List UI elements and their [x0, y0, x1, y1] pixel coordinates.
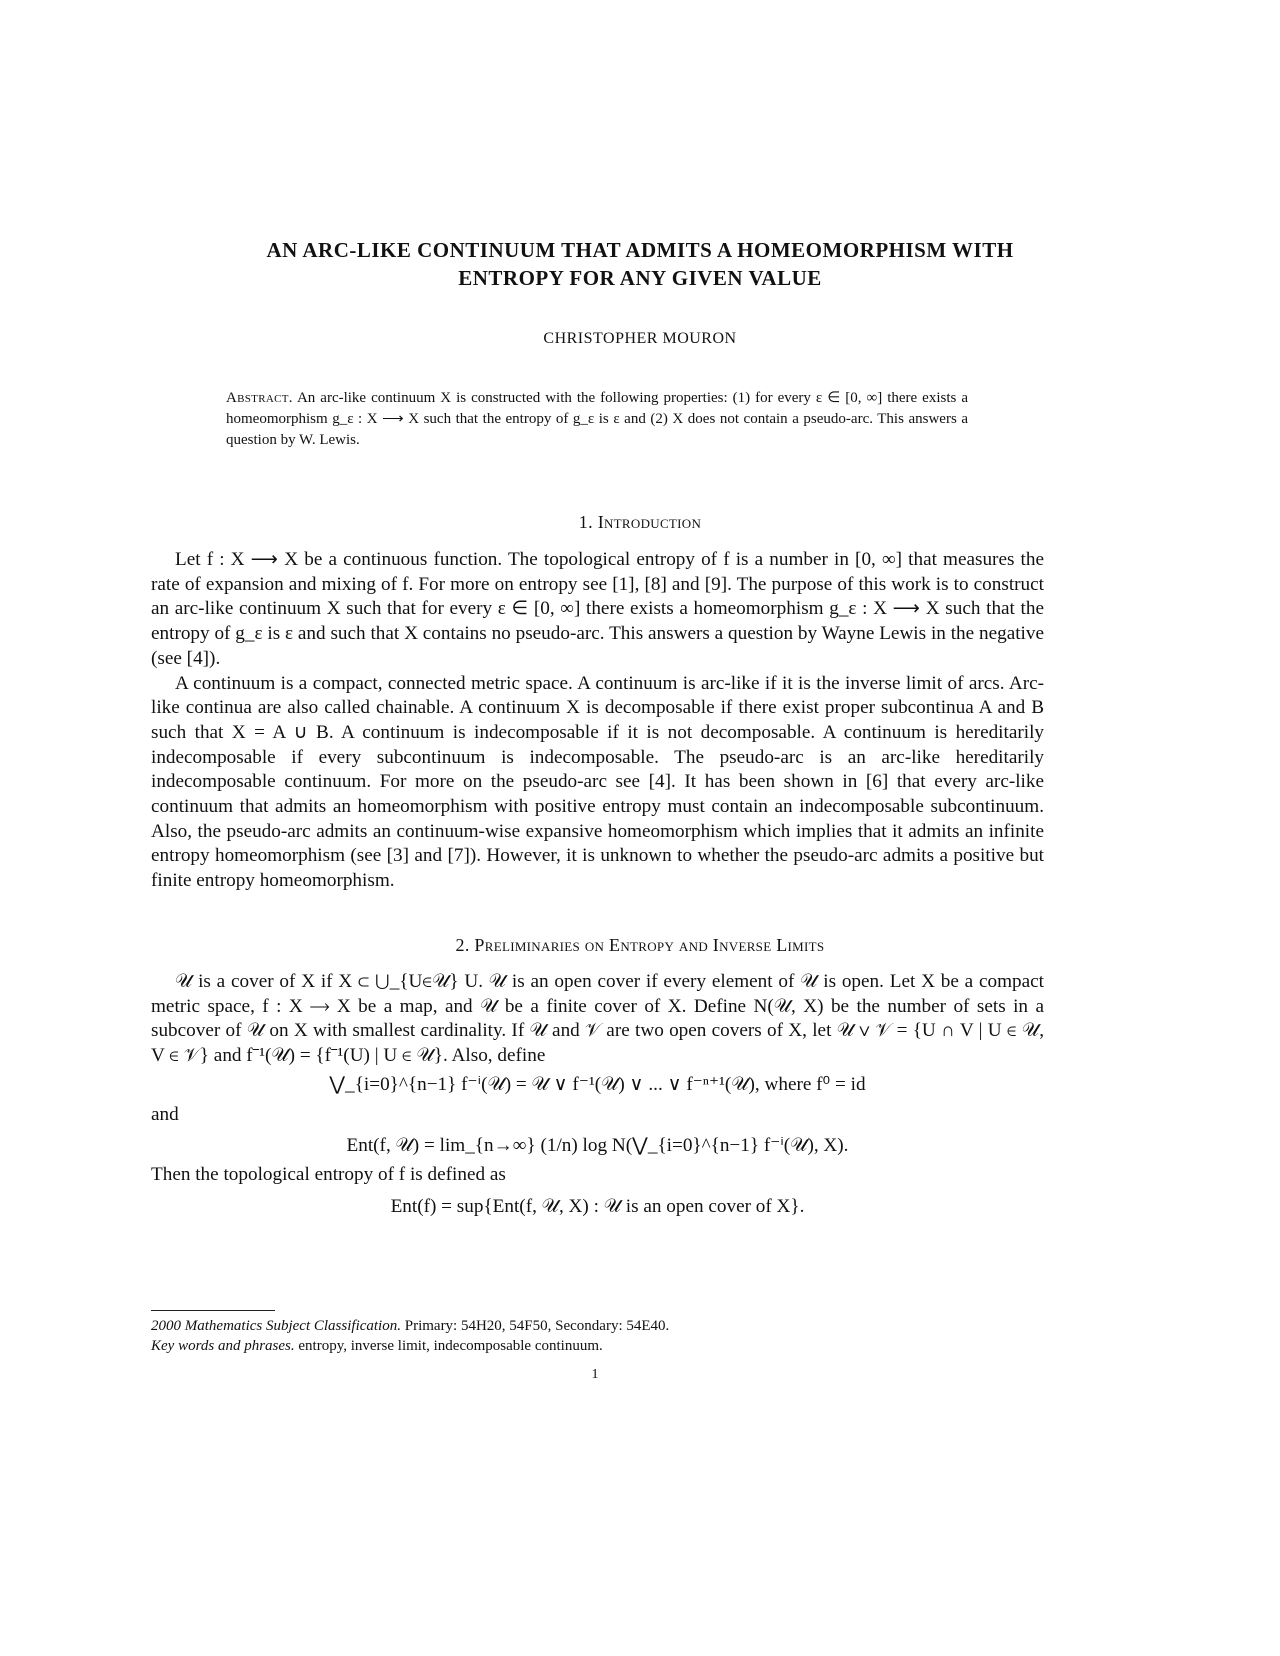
then-text: Then the topological entropy of f is defined as: [151, 1164, 506, 1185]
author-name: CHRISTOPHER MOURON: [543, 330, 737, 347]
intro-paragraph-1: Let f : X ⟶ X be a continuous function. The topological entropy of f is a number in [0, ∞] that measures the rate of expansion and mixing of f. For more on entropy see [1], [8] and [9]. The purpose of this work is to construct an arc-like continuum X such that for every ε ∈ [0, ∞] there exists a homeomorphism g_ε : X ⟶ X such that the entropy of g_ε is ε and such that X contains no pseudo-arc. This answers a question by Wayne Lewis in the negative (see [4]).: [151, 549, 1044, 669]
formula-entropy-cover: Ent(f, 𝒰) = lim_{n→∞} (1/n) log N(⋁_{i=0}^{n−1} f⁻ⁱ(𝒰), X).: [346, 1135, 849, 1156]
and-text: and: [151, 1104, 179, 1125]
footnote-msc-text: Primary: 54H20, 54F50, Secondary: 54E40.: [404, 1318, 670, 1334]
section-title-introduction: 1. Introduction: [578, 512, 702, 532]
title-line-2: ENTROPY FOR ANY GIVEN VALUE: [458, 266, 822, 290]
page-number: 1: [591, 1367, 599, 1382]
footnote-msc-label: 2000 Mathematics Subject Classification.: [151, 1318, 401, 1334]
preliminaries-body: [151, 970, 1044, 1069]
formula-join: ⋁_{i=0}^{n−1} f⁻ⁱ(𝒰) = 𝒰 ∨ f⁻¹(𝒰) ∨ ... ∨ f⁻ⁿ⁺¹(𝒰), where f⁰ = id: [329, 1074, 866, 1095]
footnote-rule: [151, 1310, 275, 1311]
paper-title: [140, 236, 1140, 292]
footnote-keywords: [151, 1338, 603, 1355]
section-title-preliminaries: 2. Preliminaries on Entropy and Inverse Limits: [455, 935, 825, 955]
footnote-keywords-label: Key words and phrases.: [151, 1338, 295, 1354]
abstract-text: An arc-like continuum X is constructed with the following properties: (1) for every ε ∈ [0, ∞] there exists a homeomorphism g_ε : X ⟶ X such that the entropy of g_ε is ε and (2) X does not contain a pseudo-arc. This answers a question by W. Lewis.: [226, 390, 968, 448]
footnote-msc: [151, 1318, 669, 1335]
title-line-1: AN ARC-LIKE CONTINUUM THAT ADMITS A HOMEOMORPHISM WITH: [266, 238, 1014, 262]
introduction-body: [151, 548, 1044, 894]
abstract-label: Abstract.: [226, 390, 293, 406]
abstract: [226, 388, 968, 451]
formula-entropy: Ent(f) = sup{Ent(f, 𝒰, X) : 𝒰 is an open cover of X}.: [390, 1196, 805, 1217]
prelim-paragraph-1: 𝒰 is a cover of X if X ⊂ ⋃_{U∈𝒰} U. 𝒰 is an open cover if every element of 𝒰 is open. Let X be a compact metric space, f : X ⟶ X be a map, and 𝒰 be a finite cover of X. Define N(𝒰, X) be the number of sets in a subcover of 𝒰 on X with smallest cardinality. If 𝒰 and 𝒱 are two open covers of X, let 𝒰 ∨ 𝒱 = {U ∩ V | U ∈ 𝒰, V ∈ 𝒱} and f⁻¹(𝒰) = {f⁻¹(U) | U ∈ 𝒰}. Also, define: [151, 971, 1044, 1067]
intro-paragraph-2: A continuum is a compact, connected metric space. A continuum is arc-like if it is the inverse limit of arcs. Arc-like continua are also called chainable. A continuum X is decomposable if there exist proper subcontinua A and B such that X = A ∪ B. A continuum is indecomposable if it is not decomposable. A continuum is hereditarily indecomposable if every subcontinuum is indecomposable. The pseudo-arc is an arc-like hereditarily indecomposable continuum. For more on the pseudo-arc see [4]. It has been shown in [6] that every arc-like continuum that admits an homeomorphism with positive entropy must contain an indecomposable subcontinuum. Also, the pseudo-arc admits an continuum-wise expansive homeomorphism which implies that it admits an infinite entropy homeomorphism (see [3] and [7]). However, it is unknown to whether the pseudo-arc admits a positive but finite entropy homeomorphism.: [151, 672, 1044, 892]
footnote-keywords-text: entropy, inverse limit, indecomposable continuum.: [298, 1338, 603, 1354]
